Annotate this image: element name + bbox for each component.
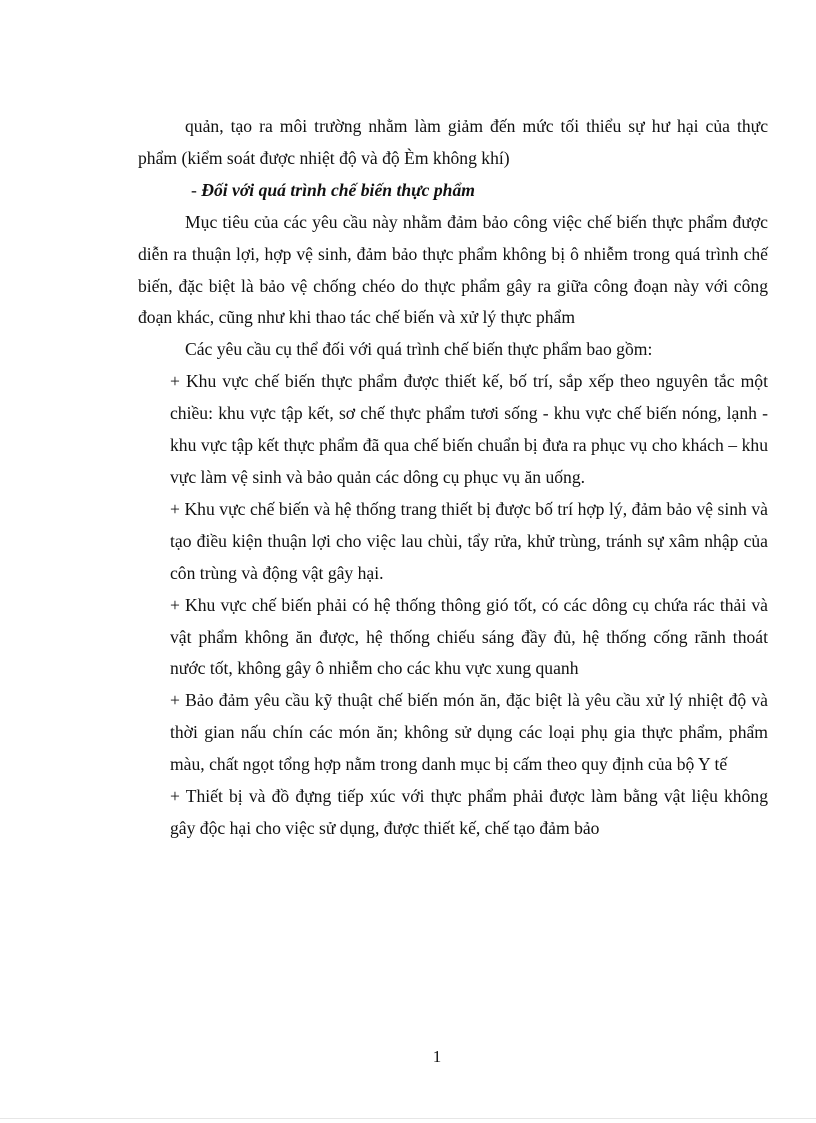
section-heading bbox=[138, 175, 768, 207]
list-item: + Khu vực chế biến và hệ thống trang thiết bị được bố trí hợp lý, đảm bảo vệ sinh và tạo điều kiện thuận lợi cho việc lau chùi, tẩy rửa, khử trùng, tránh sự xâm nhập của côn trùng và động vật gây hại. bbox=[170, 498, 768, 583]
paragraph-continuation: quản, tạo ra môi trường nhằm làm giảm đến mức tối thiểu sự hư hại của thực phẩm (kiểm soát được nhiệt độ và độ Èm không khí) bbox=[138, 116, 768, 168]
paragraph-objective: Mục tiêu của các yêu cầu này nhằm đảm bảo công việc chế biến thực phẩm được diễn ra thuận lợi, hợp vệ sinh, đảm bảo thực phẩm không bị ô nhiễm trong quá trình chế biến, đặc biệt là bảo vệ chống chéo do thực phẩm gây ra giữa công đoạn này với công đoạn khác, cũng như khi thao tác chế biến và xử lý thực phẩm bbox=[138, 211, 768, 328]
list-item: + Khu vực chế biến phải có hệ thống thông gió tốt, có các dông cụ chứa rác thải và vật phẩm không ăn được, hệ thống chiếu sáng đầy đủ, hệ thống cống rãnh thoát nước tốt, không gây ô nhiễm cho các khu vực xung quanh bbox=[170, 594, 768, 679]
body-text bbox=[138, 111, 768, 845]
list-item: + Khu vực chế biến thực phẩm được thiết kế, bố trí, sắp xếp theo nguyên tắc một chiều: khu vực tập kết, sơ chế thực phẩm tươi sống - khu vực chế biến nóng, lạnh - khu vực tập kết thực phẩm đã qua chế biến chuẩn bị đưa ra phục vụ cho khách – khu vực làm vệ sinh và bảo quản các dông cụ phục vụ ăn uống. bbox=[170, 371, 768, 487]
heading-dash: - bbox=[191, 179, 202, 200]
bullet-list bbox=[138, 366, 768, 845]
paragraph-requirements-intro: Các yêu cầu cụ thể đối với quá trình chế biến thực phẩm bao gồm: bbox=[185, 339, 653, 360]
heading-text: Đối với quá trình chế biến thực phẩm bbox=[201, 179, 475, 200]
list-item: + Thiết bị và đồ đựng tiếp xúc với thực phẩm phải được làm bằng vật liệu không gây độc hại cho việc sử dụng, được thiết kế, chế tạo đảm bảo bbox=[170, 786, 768, 838]
page-number: 1 bbox=[432, 1047, 442, 1066]
list-item: + Bảo đảm yêu cầu kỹ thuật chế biến món ăn, đặc biệt là yêu cầu xử lý nhiệt độ và thời gian nấu chín các món ăn; không sử dụng các loại phụ gia thực phẩm, phẩm màu, chất ngọt tổng hợp nằm trong danh mục bị cấm theo quy định của bộ Y tế bbox=[170, 690, 768, 775]
page-bottom-edge bbox=[0, 1118, 816, 1119]
